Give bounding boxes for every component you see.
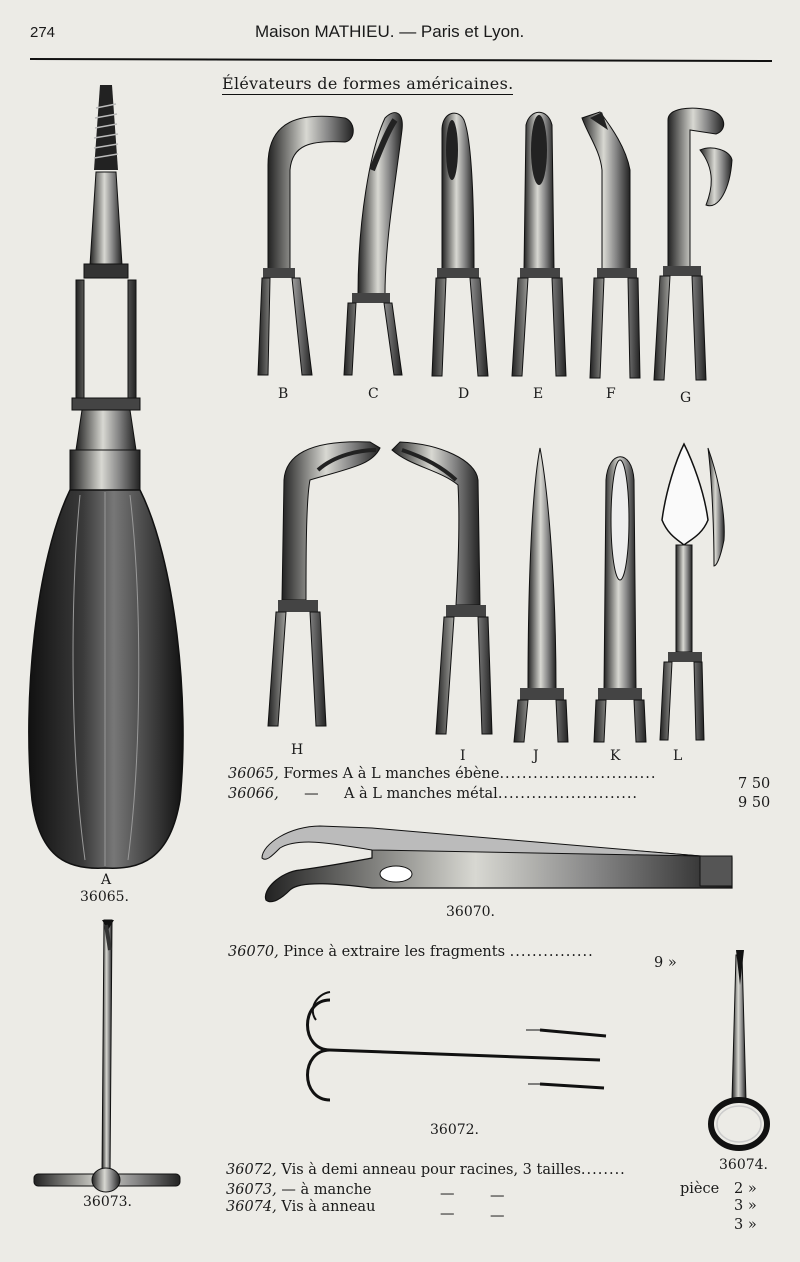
letter-c: C — [368, 386, 379, 402]
leader-dots: ........ — [580, 1162, 626, 1178]
letter-f: F — [606, 386, 616, 402]
catalog-row-36074 — [226, 1199, 375, 1215]
catalog-row-36072 — [226, 1162, 626, 1178]
letter-g: G — [680, 390, 692, 406]
letter-i: I — [460, 748, 466, 764]
catalog-description: Pince à extraire les fragments — [283, 944, 506, 960]
catalog-number: 36065, — [228, 766, 279, 782]
price-36073: 3 » — [734, 1198, 757, 1214]
leader-dots: ......................... — [497, 786, 639, 802]
ring-screw-illustration — [711, 950, 767, 1148]
letter-h: H — [291, 742, 304, 758]
figure-number-36073: 36073. — [83, 1194, 132, 1210]
ditto-mark: — — [440, 1186, 455, 1202]
page-number: 274 — [30, 24, 56, 41]
section-title: Élévateurs de formes américaines. — [222, 74, 514, 93]
letter-e: E — [533, 386, 544, 402]
price-36066: 9 50 — [738, 795, 771, 811]
catalog-number: 36072, — [226, 1162, 277, 1178]
figure-number-36074: 36074. — [719, 1157, 768, 1173]
catalog-description: Formes A à L manches ébène — [283, 766, 500, 782]
price-36065: 7 50 — [738, 776, 771, 792]
elevator-l-illustration — [660, 444, 724, 740]
t-handle-screw-illustration — [34, 920, 180, 1192]
figure-number-36072: 36072. — [430, 1122, 479, 1138]
catalog-description: — à manche — [281, 1182, 372, 1198]
price-36072: 2 » — [734, 1181, 757, 1197]
catalog-number: 36070, — [228, 944, 279, 960]
price-36070: 9 » — [654, 955, 677, 971]
catalog-number: 36073, — [226, 1182, 277, 1198]
elevator-handle-a-illustration — [29, 85, 183, 868]
elevator-i-illustration — [392, 442, 492, 734]
letter-b: B — [278, 386, 289, 402]
catalog-number: 36066, — [228, 786, 279, 802]
ditto-mark: — — [490, 1188, 505, 1204]
catalog-description: Vis à demi anneau pour racines, 3 tailles — [281, 1162, 581, 1178]
catalog-description: Vis à anneau — [281, 1199, 376, 1215]
leader-dots: ............... — [509, 944, 594, 960]
letter-k: K — [610, 748, 621, 764]
elevator-h-illustration — [268, 442, 380, 726]
publisher-heading: Maison MATHIEU. — Paris et Lyon. — [255, 22, 525, 41]
figure-number-36065: 36065. — [80, 889, 129, 905]
elevator-g-illustration — [654, 108, 732, 380]
catalog-description: A à L manches métal — [343, 786, 498, 802]
elevator-c-illustration — [344, 113, 402, 375]
unit-36072: pièce — [680, 1181, 720, 1197]
price-36074: 3 » — [734, 1217, 757, 1233]
catalog-number: 36074, — [226, 1199, 277, 1215]
elevator-k-illustration — [594, 457, 646, 742]
ditto-mark: — — [440, 1206, 455, 1222]
figure-number-36070: 36070. — [446, 904, 495, 920]
catalog-row-36066 — [228, 786, 638, 802]
half-ring-screws-illustration — [308, 992, 607, 1100]
elevator-b-illustration — [258, 116, 353, 375]
catalog-row-36070 — [228, 944, 594, 960]
letter-a: A — [101, 872, 112, 888]
letter-l: L — [673, 748, 683, 764]
elevator-f-illustration — [582, 112, 640, 378]
fragment-forceps-illustration — [262, 826, 732, 902]
ditto-mark: — — [304, 786, 319, 802]
catalog-row-36073 — [226, 1182, 372, 1198]
elevator-j-illustration — [514, 448, 568, 742]
elevator-e-illustration — [512, 112, 566, 376]
ditto-mark: — — [490, 1208, 505, 1224]
letter-j: J — [533, 748, 539, 764]
elevator-d-illustration — [432, 113, 488, 376]
leader-dots: ............................ — [499, 766, 657, 782]
letter-d: D — [458, 386, 470, 402]
catalog-row-36065 — [228, 766, 657, 782]
